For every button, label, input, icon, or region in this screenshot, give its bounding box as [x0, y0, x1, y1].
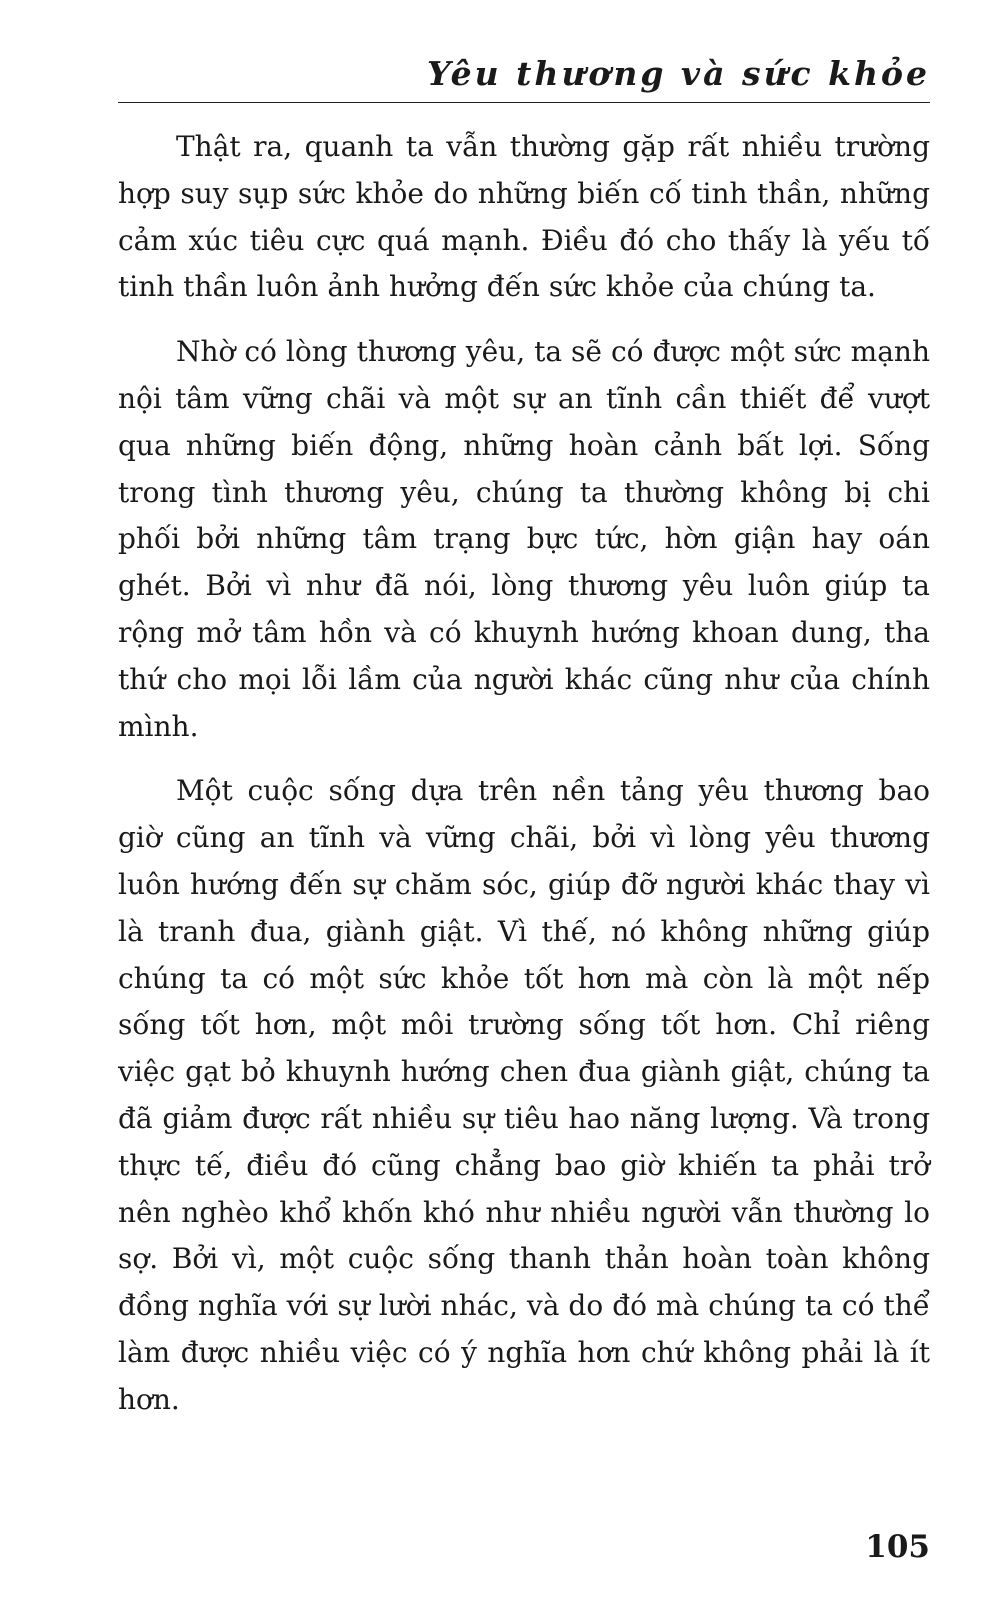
page-body: [118, 124, 930, 1442]
body-paragraph-2: Nhờ có lòng thương yêu, ta sẽ có được một sức mạnh nội tâm vững chãi và một sự an tĩnh cần thiết để vượt qua những biến động, những hoàn cảnh bất lợi. Sống trong tình thương yêu, chúng ta thường không bị chi phối bởi những tâm trạng bực tức, hờn giận hay oán ghét. Bởi vì như đã nói, lòng thương yêu luôn giúp ta rộng mở tâm hồn và có khuynh hướng khoan dung, tha thứ cho mọi lỗi lầm của người khác cũng như của chính mình.: [118, 335, 930, 743]
running-header: [118, 52, 930, 103]
running-header-title: Yêu thương và sức khỏe: [426, 54, 930, 93]
body-paragraph-1: Thật ra, quanh ta vẫn thường gặp rất nhiều trường hợp suy sụp sức khỏe do những biến cố tinh thần, những cảm xúc tiêu cực quá mạnh. Điều đó cho thấy là yếu tố tinh thần luôn ảnh hưởng đến sức khỏe của chúng ta.: [118, 130, 930, 304]
body-paragraph-3: Một cuộc sống dựa trên nền tảng yêu thương bao giờ cũng an tĩnh và vững chãi, bởi vì lòng yêu thương luôn hướng đến sự chăm sóc, giúp đỡ người khác thay vì là tranh đua, giành giật. Vì thế, nó không những giúp chúng ta có một sức khỏe tốt hơn mà còn là một nếp sống tốt hơn, một môi trường sống tốt hơn. Chỉ riêng việc gạt bỏ khuynh hướng chen đua giành giật, chúng ta đã giảm được rất nhiều sự tiêu hao năng lượng. Và trong thực tế, điều đó cũng chẳng bao giờ khiến ta phải trở nên nghèo khổ khốn khó như nhiều người vẫn thường lo sợ. Bởi vì, một cuộc sống thanh thản hoàn toàn không đồng nghĩa với sự lười nhác, và do đó mà chúng ta có thể làm được nhiều việc có ý nghĩa hơn chứ không phải là ít hơn.: [118, 774, 930, 1416]
page-number: 105: [865, 1529, 930, 1565]
